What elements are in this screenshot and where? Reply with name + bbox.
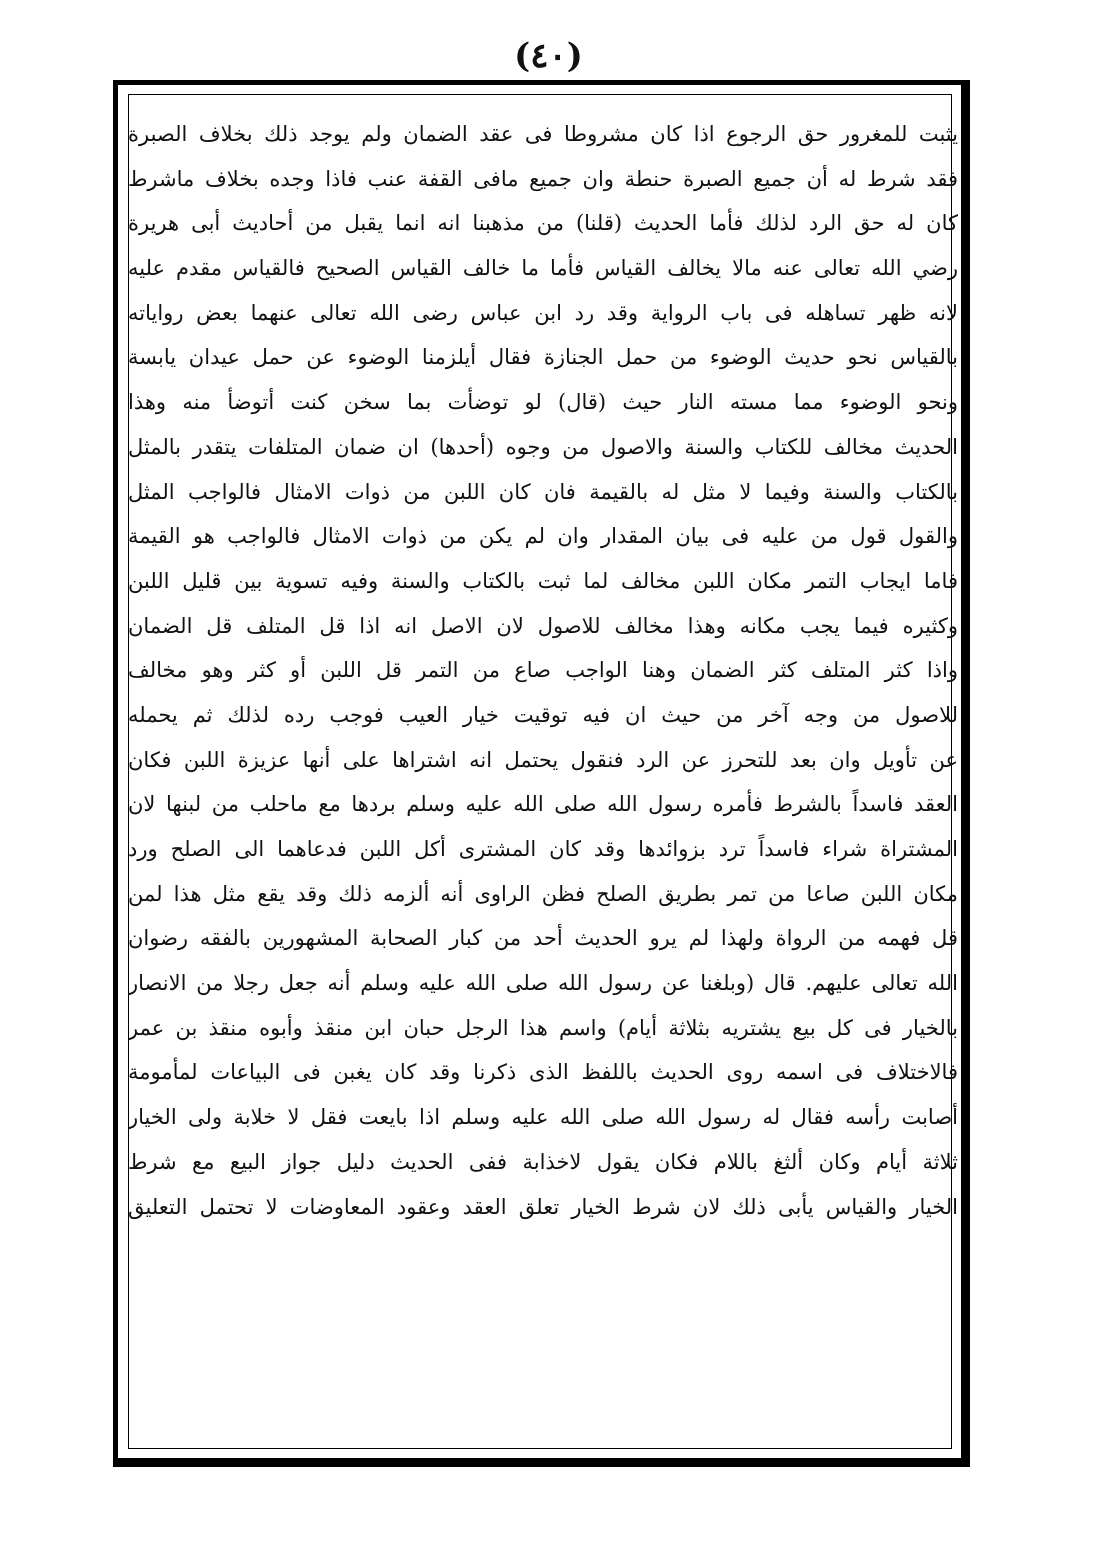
text-line: وكثيره فيما يجب مكانه وهذا مخالف للاصول لان الاصل انه اذا قل المتلف قل الضمان <box>128 613 958 638</box>
text-line: والقول قول من عليه فى بيان المقدار وان لم يكن من ذوات الامثال فالواجب هو القيمة <box>128 524 958 549</box>
text-line: ثلاثة أيام وكان ألثغ باللام فكان يقول لاخذابة ففى الحديث دليل جواز البيع مع شرط <box>128 1149 958 1174</box>
text-line: يثبت للمغرور حق الرجوع اذا كان مشروطا فى عقد الضمان ولم يوجد ذلك بخلاف الصبرة <box>128 122 958 146</box>
main-text <box>128 112 958 1229</box>
text-line: أصابت رأسه فقال له رسول الله صلى الله عليه وسلم اذا بايعت فقل لا خلابة ولى الخيار <box>128 1105 958 1130</box>
text-line: للاصول من وجه آخر من حيث ان فيه توقيت خيار العيب فوجب رده لذلك ثم يحمله <box>128 702 958 727</box>
text-line: العقد فاسداً بالشرط فأمره رسول الله صلى الله عليه وسلم بردها مع ماحلب من لبنها لان <box>128 792 958 817</box>
text-line: رضي الله تعالى عنه مالا يخالف القياس فأما ما خالف القياس الصحيح فالقياس مقدم عليه <box>128 256 958 281</box>
text-line: مكان اللبن صاعا من تمر بطريق الصلح فظن الراوى أنه ألزمه ذلك وقد يقع مثل هذا لمن <box>128 881 958 906</box>
text-line: الله تعالى عليهم. قال (وبلغنا عن رسول الله صلى الله عليه وسلم أنه جعل رجلا من الانصار <box>128 971 958 996</box>
text-line: واذا كثر المتلف كثر الضمان وهنا الواجب صاع من التمر قل اللبن أو كثر وهو مخالف <box>128 658 958 683</box>
text-line: ونحو الوضوء مما مسته النار حيث (قال) لو توضأت بما سخن كنت أتوضأ منه وهذا <box>128 390 958 415</box>
text-line: فقد شرط له أن جميع الصبرة حنطة وان جميع مافى القفة عنب فاذا وجده بخلاف ماشرط <box>128 166 958 191</box>
page-number: (٤٠) <box>514 36 583 76</box>
text-line: فاما ايجاب التمر مكان اللبن مخالف لما ثبت بالكتاب والسنة وفيه تسوية بين قليل اللبن <box>128 568 958 593</box>
text-line: عن تأويل وان بعد للتحرز عن الرد فنقول يحتمل انه اشتراها على أنها عزيزة اللبن فكان <box>128 747 958 772</box>
text-line: لانه ظهر تساهله فى باب الرواية وقد رد ابن عباس رضى الله تعالى عنهما بعض رواياته <box>128 300 958 325</box>
text-line: الخيار والقياس يأبى ذلك لان شرط الخيار تعلق العقد وعقود المعاوضات لا تحتمل التعليق <box>128 1194 958 1219</box>
text-line: بالكتاب والسنة وفيما لا مثل له بالقيمة فان كان اللبن من ذوات الامثال فالواجب المثل <box>128 479 958 504</box>
text-line: بالخيار فى كل بيع يشتريه بثلاثة أيام) واسم هذا الرجل حبان ابن منقذ وأبوه منقذ بن عمر <box>128 1015 958 1040</box>
text-line: بالقياس نحو حديث الوضوء من حمل الجنازة فقال أيلزمنا الوضوء عن حمل عيدان يابسة <box>128 345 958 370</box>
text-line: كان له حق الرد لذلك فأما الحديث (قلنا) من مذهبنا انه انما يقبل من أحاديث أبى هريرة <box>128 211 958 236</box>
text-line: المشتراة شراء فاسداً ترد بزوائدها وقد كان المشترى أكل اللبن فدعاهما الى الصلح ورد <box>128 837 958 861</box>
text-line: الحديث مخالف للكتاب والسنة والاصول من وجوه (أحدها) ان ضمان المتلفات يتقدر بالمثل <box>128 434 958 459</box>
text-line: قل فهمه من الرواة ولهذا لم يرو الحديث أحد من كبار الصحابة المشهورين بالفقه رضوان <box>128 926 958 951</box>
text-line: فالاختلاف فى اسمه روى الحديث باللفظ الذى ذكرنا وقد كان يغبن فى البياعات لمأمومة <box>128 1060 958 1085</box>
